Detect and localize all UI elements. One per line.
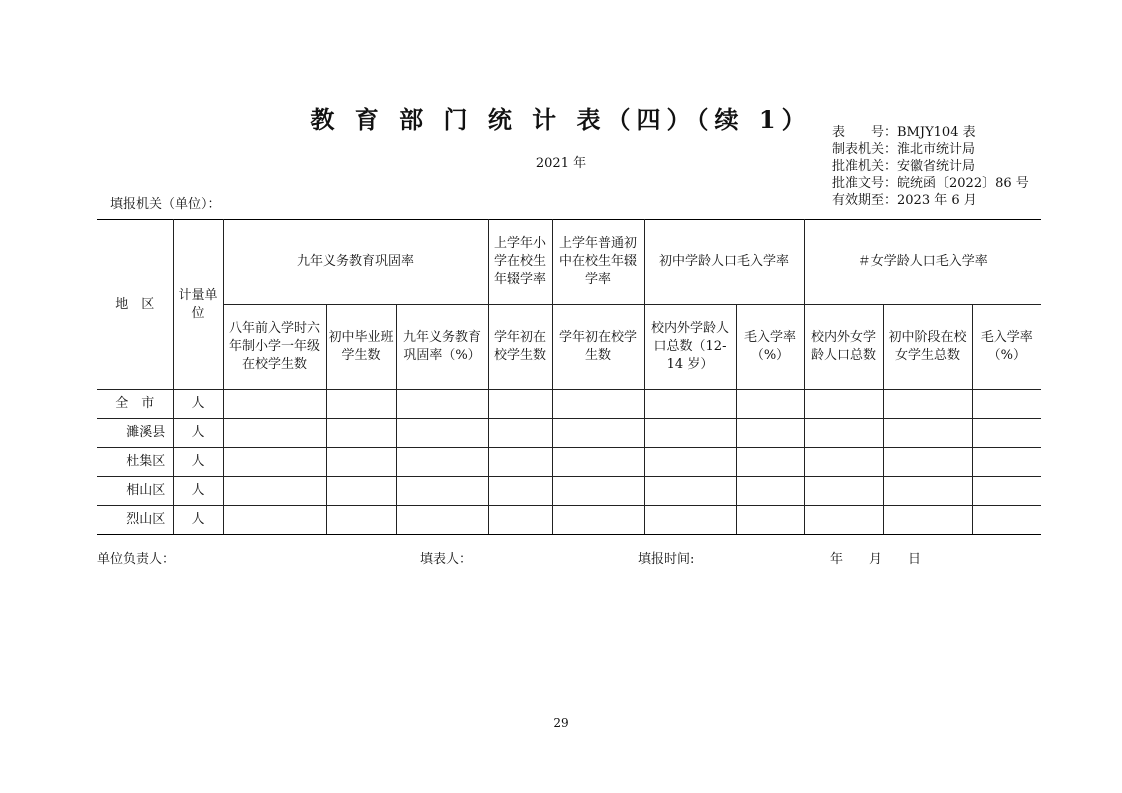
filling-unit-label: 填报机关（单位）： — [110, 197, 221, 212]
value-cell[interactable] — [804, 419, 883, 448]
region-cell: 烈山区 — [97, 506, 173, 535]
value-cell[interactable] — [223, 419, 326, 448]
value-cell[interactable] — [883, 390, 972, 419]
group-junior-dropout: 上学年普通初中在校生年辍学率 — [552, 220, 644, 305]
value-cell[interactable] — [736, 506, 804, 535]
subcol-primary-enrollment: 学年初在校学生数 — [488, 305, 552, 390]
value-cell[interactable] — [972, 390, 1041, 419]
table-row — [97, 448, 1041, 477]
region-cell: 全 市 — [97, 390, 173, 419]
meta-approval-number: 批准文号：皖统函〔2022〕86 号 — [832, 176, 1029, 191]
value-cell[interactable] — [326, 506, 396, 535]
value-cell[interactable] — [326, 390, 396, 419]
unit-cell: 人 — [173, 390, 223, 419]
subcol-female-students: 初中阶段在校女学生总数 — [883, 305, 972, 390]
value-cell[interactable] — [488, 448, 552, 477]
value-cell[interactable] — [644, 506, 736, 535]
page-title: 教 育 部 门 统 计 表（四）（续 1） — [310, 105, 812, 134]
form-meta-block — [832, 124, 1029, 209]
header-row-subcols — [97, 305, 1041, 390]
value-cell[interactable] — [552, 448, 644, 477]
meta-valid-until: 有效期至：2023 年 6 月 — [832, 193, 977, 208]
meta-issuing-authority: 制表机关：淮北市统计局 — [832, 142, 976, 157]
subcol-grade1-enrollment: 八年前入学时六年制小学一年级在校学生数 — [223, 305, 326, 390]
footer-form-filler: 填表人： — [420, 552, 473, 567]
group-junior-gross-enrollment: 初中学龄人口毛入学率 — [644, 220, 804, 305]
value-cell[interactable] — [396, 390, 488, 419]
value-cell[interactable] — [972, 448, 1041, 477]
region-cell: 杜集区 — [97, 448, 173, 477]
meta-form-number: 表 号：BMJY104 表 — [832, 125, 976, 140]
subcol-graduating-class: 初中毕业班学生数 — [326, 305, 396, 390]
value-cell[interactable] — [883, 506, 972, 535]
region-cell: 濉溪县 — [97, 419, 173, 448]
report-year: 2021 年 — [535, 156, 587, 171]
value-cell[interactable] — [396, 477, 488, 506]
value-cell[interactable] — [552, 477, 644, 506]
value-cell[interactable] — [326, 477, 396, 506]
value-cell[interactable] — [804, 390, 883, 419]
table-row — [97, 390, 1041, 419]
subcol-school-age-population: 校内外学龄人口总数（12-14 岁） — [644, 305, 736, 390]
value-cell[interactable] — [223, 477, 326, 506]
value-cell[interactable] — [736, 419, 804, 448]
value-cell[interactable] — [644, 477, 736, 506]
value-cell[interactable] — [972, 419, 1041, 448]
meta-approving-authority: 批准机关：安徽省统计局 — [832, 159, 976, 174]
subcol-female-gross-rate: 毛入学率（%） — [972, 305, 1041, 390]
value-cell[interactable] — [804, 448, 883, 477]
value-cell[interactable] — [644, 419, 736, 448]
value-cell[interactable] — [488, 477, 552, 506]
value-cell[interactable] — [972, 477, 1041, 506]
value-cell[interactable] — [552, 419, 644, 448]
value-cell[interactable] — [223, 506, 326, 535]
value-cell[interactable] — [883, 448, 972, 477]
statistics-table — [97, 219, 1041, 535]
region-header: 地 区 — [97, 220, 173, 390]
subcol-female-population: 校内外女学龄人口总数 — [804, 305, 883, 390]
subcol-junior-enrollment: 学年初在校学生数 — [552, 305, 644, 390]
table-row — [97, 477, 1041, 506]
value-cell[interactable] — [396, 448, 488, 477]
table-row — [97, 506, 1041, 535]
footer-responsible-person: 单位负责人： — [97, 552, 176, 567]
unit-cell: 人 — [173, 448, 223, 477]
value-cell[interactable] — [972, 506, 1041, 535]
group-primary-dropout: 上学年小学在校生年辍学率 — [488, 220, 552, 305]
value-cell[interactable] — [736, 448, 804, 477]
value-cell[interactable] — [488, 506, 552, 535]
value-cell[interactable] — [552, 390, 644, 419]
unit-cell: 人 — [173, 506, 223, 535]
value-cell[interactable] — [644, 448, 736, 477]
value-cell[interactable] — [326, 448, 396, 477]
value-cell[interactable] — [883, 419, 972, 448]
value-cell[interactable] — [488, 419, 552, 448]
value-cell[interactable] — [223, 448, 326, 477]
footer-date: 年 月 日 — [830, 552, 922, 567]
header-row-groups — [97, 220, 1041, 305]
unit-cell: 人 — [173, 419, 223, 448]
table-row — [97, 419, 1041, 448]
footer-fill-time: 填报时间: — [638, 552, 695, 567]
value-cell[interactable] — [883, 477, 972, 506]
value-cell[interactable] — [644, 390, 736, 419]
unit-header: 计量单位 — [173, 220, 223, 390]
subcol-consolidation-rate: 九年义务教育巩固率（%） — [396, 305, 488, 390]
page-number: 29 — [553, 716, 569, 730]
group-consolidation-rate: 九年义务教育巩固率 — [223, 220, 488, 305]
value-cell[interactable] — [552, 506, 644, 535]
region-cell: 相山区 — [97, 477, 173, 506]
value-cell[interactable] — [223, 390, 326, 419]
subcol-gross-rate: 毛入学率（%） — [736, 305, 804, 390]
value-cell[interactable] — [804, 506, 883, 535]
group-female-gross-enrollment: ＃女学龄人口毛入学率 — [804, 220, 1041, 305]
value-cell[interactable] — [396, 419, 488, 448]
value-cell[interactable] — [736, 390, 804, 419]
value-cell[interactable] — [396, 506, 488, 535]
value-cell[interactable] — [488, 390, 552, 419]
value-cell[interactable] — [736, 477, 804, 506]
unit-cell: 人 — [173, 477, 223, 506]
value-cell[interactable] — [326, 419, 396, 448]
value-cell[interactable] — [804, 477, 883, 506]
